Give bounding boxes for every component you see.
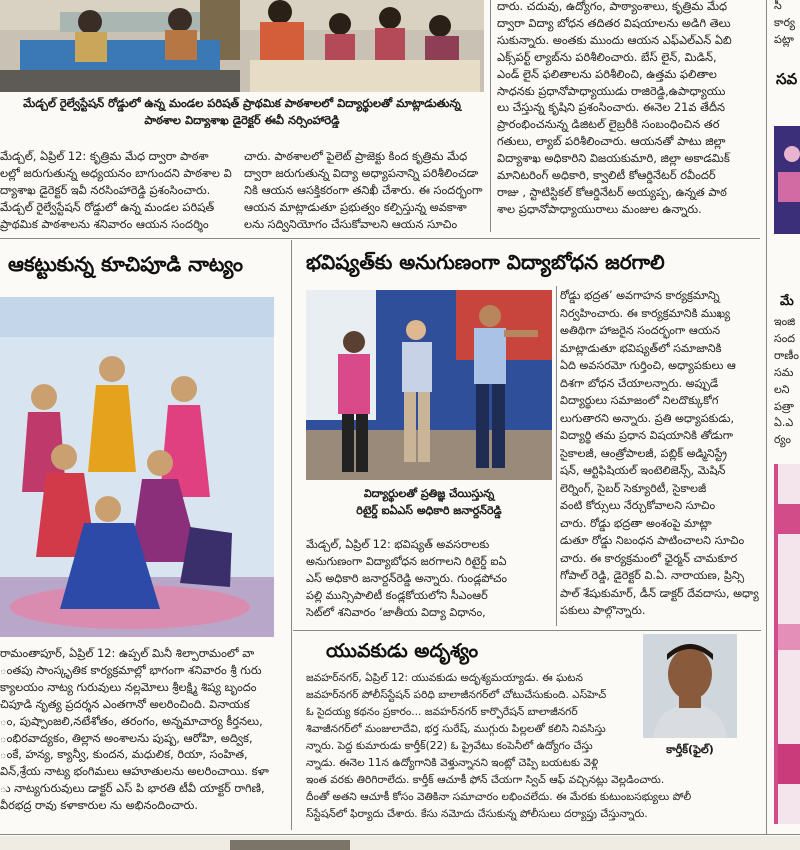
classroom-photo-caption — [0, 95, 484, 128]
right-col-subhead: మే — [780, 294, 794, 309]
caption-line: మేడ్చల్ రైల్వేస్టేషన్ రోడ్డులో ఉన్న మండల పరిషత్ ప్రాథమిక పాఠశాలలో విద్యార్థులతో మాట్లాడుతున్న — [23, 96, 461, 110]
text-line: పట్లా — [774, 32, 794, 46]
text-line: విద్యాశాఖ అధికారిని విజయకుమారి, జిల్లా అకాడమిక్ — [497, 151, 730, 166]
text-line: చారు. పాఠశాలలో పైలెట్ ప్రాజెక్టు కింద కృత్రిమ మేధ — [244, 149, 468, 163]
text-line: విద్యార్థులు సమాజంలో నిలదొక్కుకోగ — [560, 394, 719, 407]
text-line: పల్లి మున్సిపాలిటీ కండ్లకోయలోని సీఎంఆర్ — [306, 588, 488, 602]
pledge-photo-graphic — [306, 290, 552, 480]
text-line: షన్, ఆర్టిఫిషియల్ ఇంటెలిజెన్స్, మెషిన్ — [560, 464, 726, 477]
text-line: అతిథిగా హాజరైన సందర్భంగా ఆయన — [560, 324, 721, 337]
text-line: ఆయన మాట్లాడుతూ ప్రభుత్వం కల్పిస్తున్న అవకాశా — [244, 199, 467, 214]
text-line: కార్య — [774, 15, 796, 29]
right-col-photo-graphic — [774, 126, 800, 234]
text-line: గతులు, ల్యాబ్ పరిశీలించారు. ఆయనతో పాటు జిల్లా — [497, 134, 726, 149]
dance-headline: ఆకట్టుకున్న కూచిపూడి నాట్యం — [8, 252, 243, 276]
text-line: లెర్నింగ్, సైబర్ సెక్యూరిటీ, సైకాలజీ — [560, 481, 707, 495]
text-line: సెట్‌లో శనివారం ‘జాతీయ విద్యా విధానం, — [306, 605, 486, 619]
column-rule — [291, 240, 292, 830]
text-line: ఇంత వరకు తిరిగిరాలేదు. కార్తీక్ ఆచూకీ ఫోన్ చేయగా స్విచ్ ఆఫ్ వచ్చినట్లు వెల్లడించారు. — [306, 774, 665, 786]
right-col-photo — [774, 126, 800, 234]
dance-photo — [0, 297, 274, 637]
ad-band — [778, 744, 800, 784]
text-line: నిర్వహించారు. ఈ కార్యక్రమానికి ముఖ్య — [560, 306, 731, 320]
text-line: రోడ్డు భద్రత’ అవగాహన కార్యక్రమాన్ని — [560, 289, 720, 302]
missing-body-top — [306, 670, 642, 755]
right-col-body — [774, 314, 800, 449]
missing-body-bottom — [306, 755, 762, 823]
text-line: మేడ్చల్ రైల్వేస్టేషన్ రోడ్డులో ఉన్న మండల పరిషత్ — [0, 199, 215, 214]
text-line: విన్,శ్రేయ నాట్య భంగిమలు ఆహూతులను అలరించాయి. కళా — [0, 764, 269, 779]
right-col-top — [774, 0, 800, 49]
text-line: పాల్ శేషుకుమార్, డీన్ డాక్టర్ దేవదాసు, అధ్యా — [560, 586, 759, 600]
text-line: ఎస్ అధికారి జనార్దన్‌రెడ్డి అన్నారు. గుండ్లపోచం — [306, 571, 508, 585]
right-col-headline: సవ — [776, 70, 798, 88]
classroom-photo — [0, 0, 484, 92]
text-line: రాజు , స్టాటిస్టికల్ కోఆర్డినేటర్ అయ్యప్ప, ఉన్నత పాఠ — [497, 184, 727, 199]
text-line: స్‌స్టేషన్‌లో ఫిర్యాదు చేశారు. కేసు నమోదు చేసుకున్న పోలీసులు దర్యాప్తు చేస్తున్నారు. — [306, 808, 648, 820]
text-line: ద్వారా విద్యా బోధన తదితర విషయాలను అడిగి తెలు — [497, 15, 731, 30]
right-col-ad — [774, 464, 800, 824]
text-line: సమ — [774, 365, 794, 379]
text-line: డుతూ రోడ్డు నిబంధన పాటించాలని సూచిం — [560, 534, 745, 547]
text-line: క్యాలయం నాట్య గురువులు నల్లమోలు శ్రీలక్ష్మి శిష్య బృందం — [0, 679, 257, 694]
text-line: లల్లో జరుగుతున్న అధ్యయనం బాగుందని పాఠశాల వి — [0, 165, 232, 180]
education-body-left — [306, 537, 554, 622]
text-line: సుకున్నారు. అంతకు ముందు ఆయన ఎఫ్ఎల్ఎన్ ఏబి — [497, 32, 732, 47]
text-line: పత్రా — [774, 399, 794, 413]
pledge-photo — [306, 290, 552, 480]
text-line: జవహర్‌నగర్, ఏప్రిల్ 12: యువకుడు అదృశ్యమయ్యాడు. ఈ ఘటన — [306, 672, 583, 684]
text-line: వీరభద్ర రావు కళాకారుల ను అభినందించారు. — [0, 798, 198, 813]
text-line: ంభిరవాద్యకం, తిల్లాన అంశాలను పుష్ప, ఆరోహి, అద్విక, — [0, 730, 253, 745]
text-line: ఏది అవసరమో గుర్తించి, అధ్యాపకులు ఆ — [560, 359, 736, 372]
text-line: ంతపు సాంస్కృతిక కార్యక్రమాల్లో భాగంగా శనివారం శ్రీ గురు — [0, 662, 262, 677]
article1-col-right — [497, 0, 747, 218]
text-line: ఎక్స్‌పర్ట్ ల్యాబ్‌ను పరిశీలించారు. బేస్ లైన్, మిడిన్, — [497, 49, 717, 64]
text-line: నికి ఆయన ఆసక్తికరంగా తనిఖీ చేశారు. ఈ సందర్భంగా — [244, 182, 483, 197]
classroom-photo-graphic — [0, 0, 484, 92]
text-line: రామంతాపూర్, ఏప్రిల్ 12: ఉప్పల్ మినీ శిల్పారామంలో వా — [0, 646, 255, 660]
column-rule — [490, 0, 491, 232]
text-line: ంకే, హన్య, క్యాన్వీ, కుందన, మధులిక, రియా, సంహిత, — [0, 747, 248, 762]
text-line: ు నాట్యగురువులు డాక్టర్ ఎస్ పి భారతి టీవీ యాక్టర్ రాగిణి, — [0, 781, 265, 796]
missing-photo-caption: కార్తీక్(ఫైల్) — [666, 743, 714, 756]
text-line: చిపూడి నృత్య ప్రదర్శన ఎంతగానో అలరించింది. వినాయక — [0, 696, 250, 711]
missing-headline: యువకుడు అదృశ్యం — [326, 640, 479, 662]
text-line: లను సద్వినియోగం చేసుకోవాలని ఆయన సూచిం — [244, 216, 458, 231]
text-line: సైకాలజీ, ఆంత్రోపాలజీ, పబ్లిక్ అడ్మినిస్ట్రే — [560, 446, 727, 460]
pledge-photo-caption — [306, 486, 552, 519]
text-line: ర్యం — [774, 433, 791, 447]
ad-band — [778, 504, 800, 534]
text-line: ఎండ్ లైన్ ఫలితాలను పరిశీలించి, ఉత్తమ ఫలితాల — [497, 66, 717, 81]
text-line: మానిటరింగ్ అధికారి, క్వాలిటీ కోఆర్డినేటర్ రవీందర్ — [497, 168, 716, 183]
text-line: శాల ప్రధానోపాధ్యాయురాలు మంజుల ఉన్నారు. — [497, 201, 702, 216]
text-line: దీంతో అతని ఆచూకీ కోసం వెతికినా సమాచారం లభించలేదు. ఈ మేరకు కుటుంబసభ్యులు పోలీ — [306, 791, 692, 803]
text-line: వంటి కోర్సులు నేర్చుకోవాలని సూచిం — [560, 499, 716, 512]
article1-col-mid — [244, 148, 484, 233]
bottom-photo-sliver — [230, 840, 350, 850]
text-line: పకులు పాల్గొన్నారు. — [560, 604, 646, 617]
text-line: ప్రారంభించనున్న డిజిటల్ లైబ్రరీకి సంబంధించిన తర — [497, 117, 720, 132]
caption-line: పాఠశాల విద్యాశాఖ డైరెక్టర్ ఈవీ నర్సింహారెడ్డి — [144, 112, 340, 127]
text-line: ఏ.ఎ — [774, 416, 794, 430]
text-line: ఓ సైదయ్య కథనం ప్రకారం... జవహర్‌నగర్ కార్పొరేషన్ బాలాజీనగర్ — [306, 706, 578, 718]
education-body-right — [560, 287, 760, 620]
ad-band — [778, 624, 800, 650]
text-line: ద్యాశాఖ డైరెక్టర్ ఇవీ నరసింహారెడ్డి ప్రశంసించారు. — [0, 182, 211, 197]
text-line: న్నారు. పెద్ద కుమారుడు కార్తీక్(22) ఓ ప్రైవేటు కంపెనీలో ఉద్యోగం చేస్తు — [306, 740, 593, 752]
caption-line: విద్యార్థులతో ప్రతిజ్ఞ చేయిస్తున్న — [363, 487, 495, 500]
education-headline: భవిష్యత్‌కు అనుగుణంగా విద్యాబోధన జరగాలి — [306, 250, 665, 274]
caption-line: రిటైర్డ్ ఐఏఎస్ అధికారి జనార్దన్‌రెడ్డి — [356, 503, 502, 517]
missing-person-photo — [643, 634, 737, 738]
text-line: ం, పుష్పాంజలి,నటేశోతం, తరంగం, అన్నమాచార్య కీర్తనలు, — [0, 713, 263, 728]
missing-person-photo-graphic — [643, 634, 737, 738]
text-line: గోపాల్ రెడ్డి, డైరెక్టర్ వి.ఏ. నారాయణ, ప్రిన్సి — [560, 569, 745, 582]
dance-body — [0, 645, 290, 814]
text-line: రాణీం — [774, 348, 799, 362]
text-line: దారు. చదువు, ఉద్యోగం, పాఠ్యాంశాలు, కృత్రిమ మేధ — [497, 0, 728, 13]
text-line: దిశగా బోధన చేయాలన్నారు. అప్పుడే — [560, 376, 719, 390]
bottom-strip — [0, 836, 800, 850]
text-line: సీ — [774, 0, 782, 12]
text-line: మేడ్చల్, ఏప్రిల్ 12: భవిష్యత్ అవసరాలకు — [306, 538, 490, 551]
text-line: సాధనకు ప్రధానోపాధ్యాయుడు రాజిరెడ్డి,ఉపాధ్యాయు — [497, 83, 726, 98]
text-line: ప్రాథమిక పాఠశాలను శనివారం ఆయన సందర్శిం — [0, 216, 209, 231]
column-rule — [766, 0, 767, 834]
text-line: లు చేస్తున్న కృషిని ప్రశంసించారు. ఈనెల 21వ తేదీన — [497, 100, 726, 115]
dance-photo-graphic — [0, 297, 274, 637]
text-line: జవహర్‌నగర్ పోలీస్‌స్టేషన్ పరిధి బాలాజీనగర్‌లో చోటుచేసుకుంది. ఎస్‌హెచ్ — [306, 689, 607, 701]
section-rule — [293, 630, 761, 631]
text-line: శివాజీనగర్‌లో మంజులాదేవి, భర్త సురేష్, ముగ్గురు పిల్లలతో కలిసి నివసిస్తు — [306, 723, 606, 735]
text-line: చారు. ఈ కార్యక్రమంలో ఛైర్మన్ చామకూర — [560, 551, 738, 565]
text-line: న్నాడు. ఈనెల 11న ఉద్యోగానికి వెళ్తున్నానని ఇంట్లో చెప్పి బయటకు వెళ్లి — [306, 757, 599, 769]
text-line: అనుగుణంగా విద్యాబోధన జరగాలని రిటైర్డ్ ఐఏ — [306, 554, 507, 568]
text-line: చారు. రోడ్డు భద్రతా అంశంపై మాట్లా — [560, 516, 712, 530]
text-line: లని — [774, 382, 790, 396]
text-line: లుగుతారని అన్నారు. ప్రతి అధ్యాపకుడు, — [560, 411, 735, 425]
text-line: ద్వారా జరుగుతున్న విద్యా అధ్యాపనాన్ని పరిశీలించడా — [244, 165, 479, 180]
article1-col-left — [0, 148, 238, 233]
section-rule — [0, 238, 760, 239]
section-rule — [0, 834, 800, 835]
text-line: ఇంజి — [774, 315, 796, 328]
column-rule — [556, 286, 557, 626]
text-line: మాట్లాడుతూ భవిష్యత్‌లో సమాజానికి — [560, 341, 722, 355]
text-line: విద్యార్థి తమ ప్రధాన విషయానికి తోడుగా — [560, 429, 734, 442]
text-line: సంద — [774, 331, 796, 345]
text-line: మేడ్చల్, ఏప్రిల్ 12: కృత్రిమ మేధ ద్వారా పాఠశా — [0, 149, 209, 163]
